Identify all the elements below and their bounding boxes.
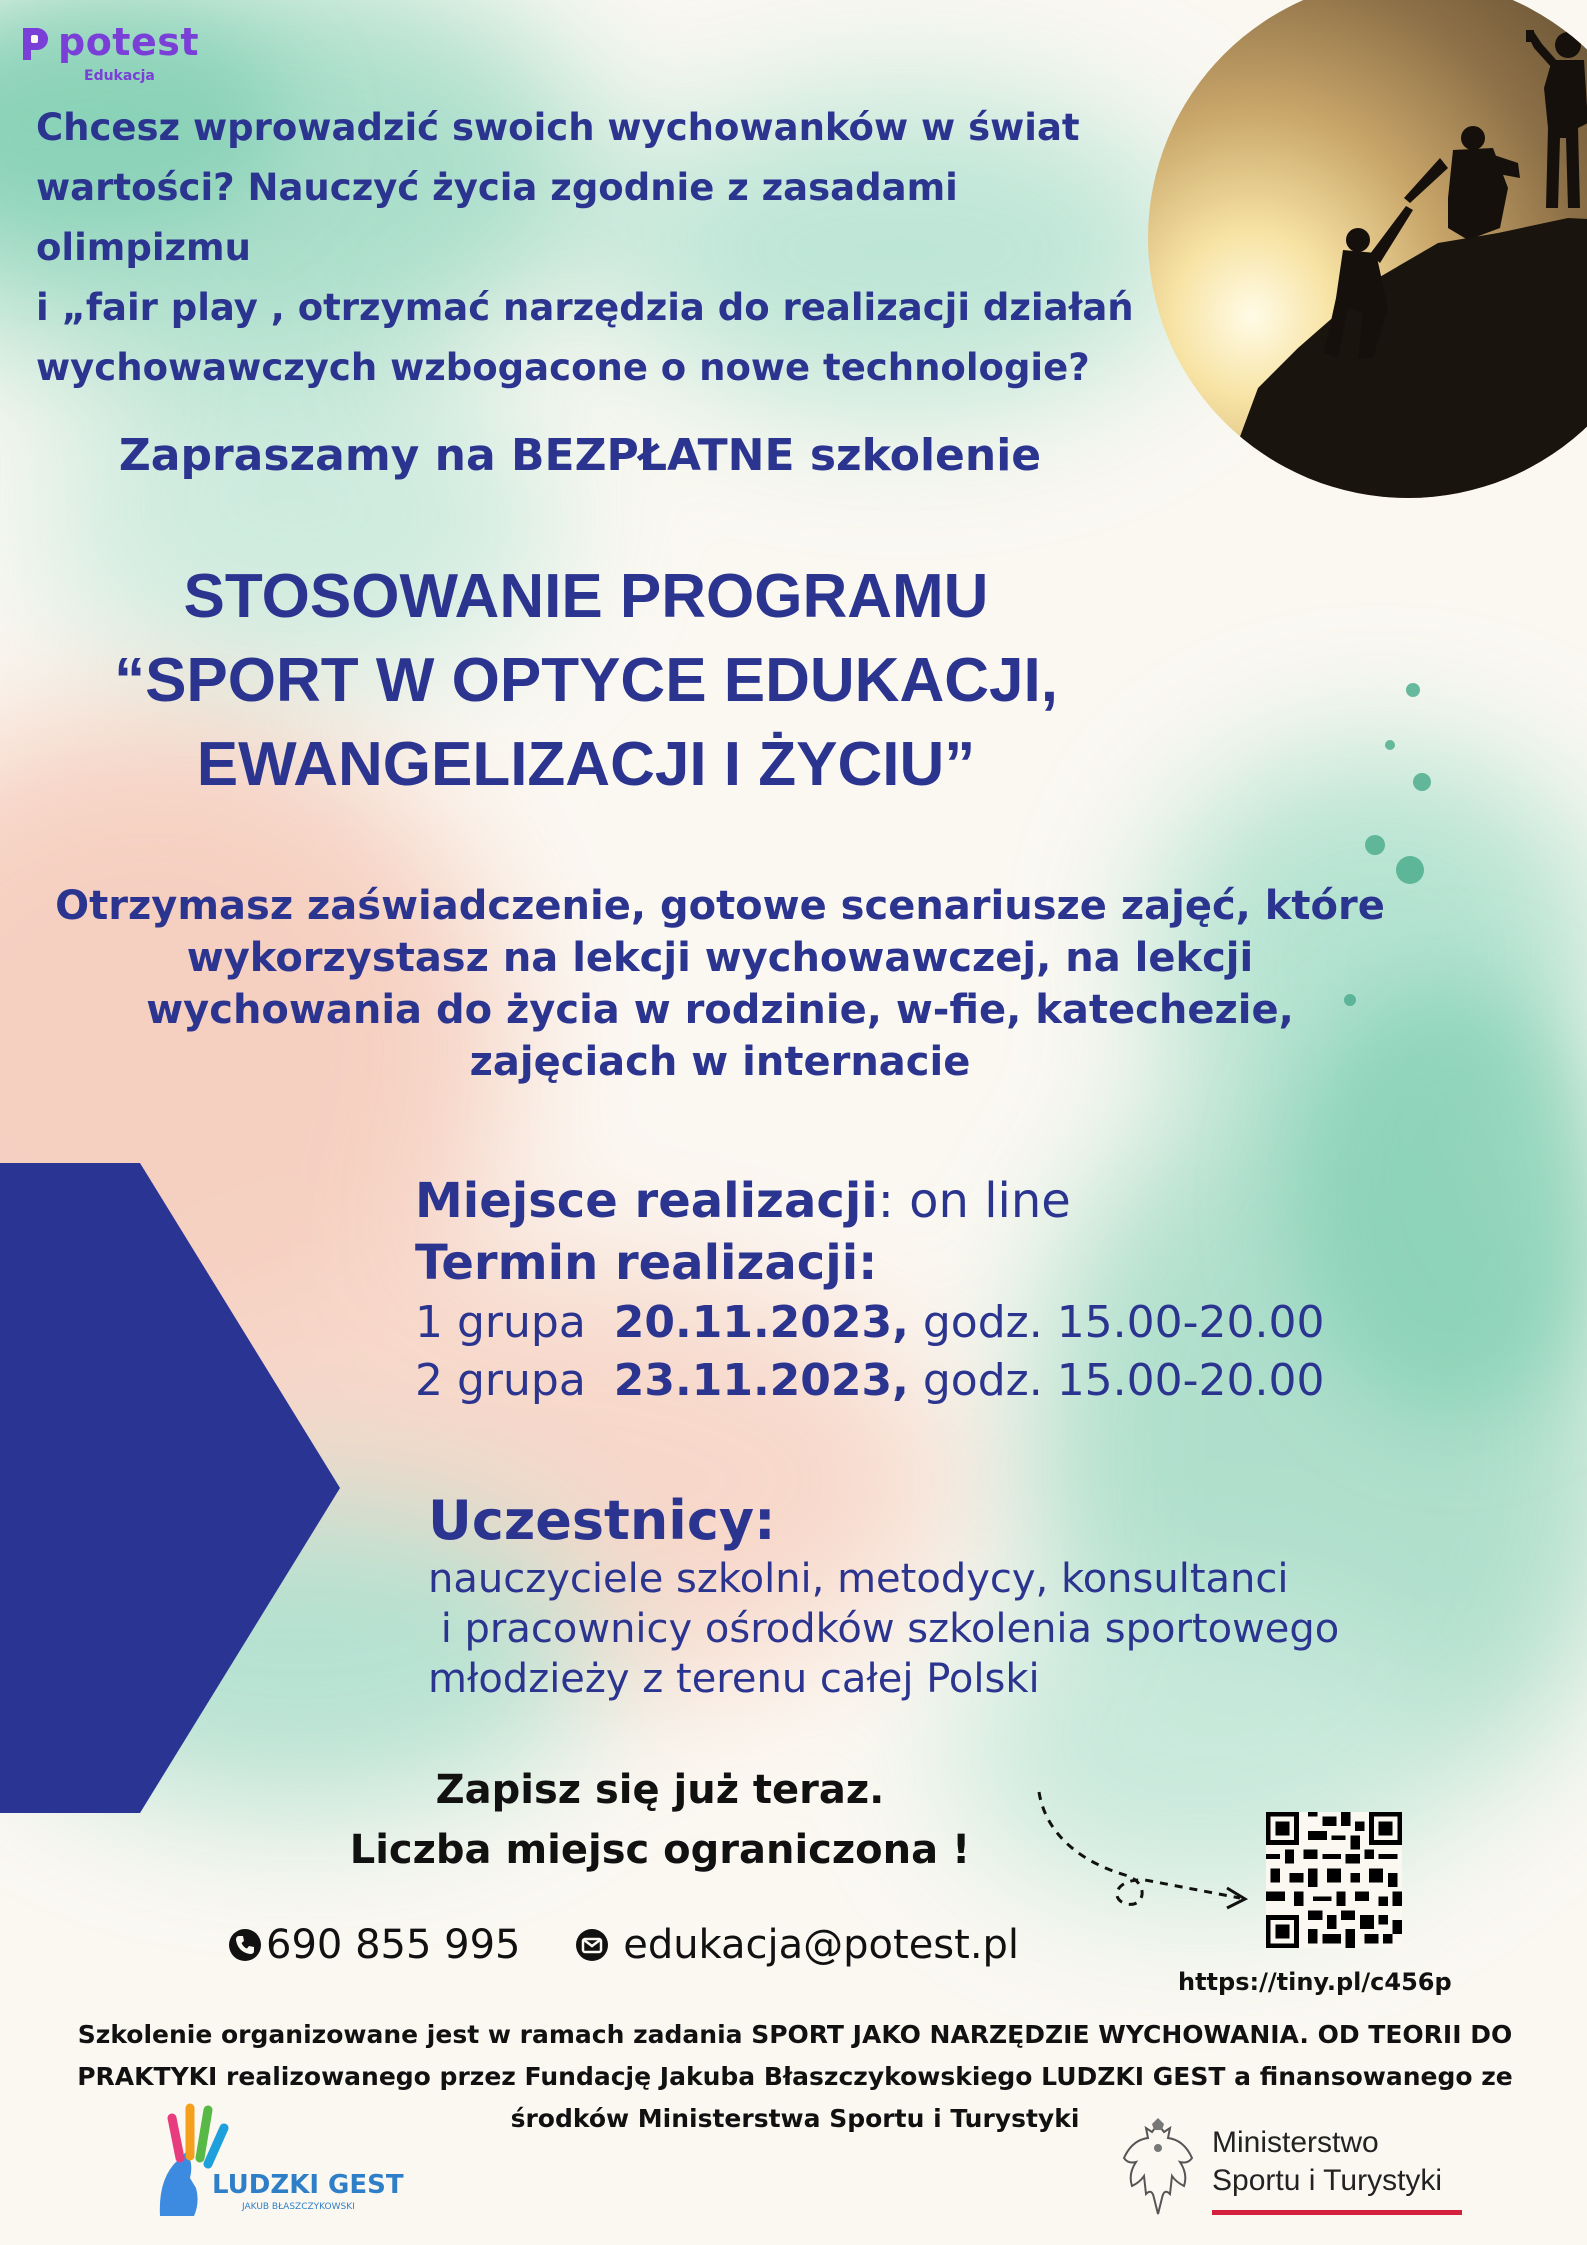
participants [428, 1488, 1478, 1704]
cta-line: Zapisz się już teraz. [435, 1767, 885, 1813]
benefit-line: wykorzystasz na lekcji wychowawczej, na lekcji [186, 935, 1254, 981]
phone-contact[interactable] [228, 1922, 520, 1968]
dashed-arrow-icon [1035, 1790, 1255, 1920]
climbers-photo [1148, 0, 1587, 523]
group-time: godz. 15.00-20.00 [922, 1355, 1325, 1406]
ludzki-gest-sub: JAKUB BŁASZCZYKOWSKI [242, 2202, 355, 2212]
intro-question [36, 98, 1166, 398]
ministry-line: Ministerstwo [1212, 2126, 1379, 2159]
brand-name: potest [58, 20, 200, 64]
place-value: : on line [877, 1173, 1071, 1229]
contact-info [228, 1922, 1061, 1972]
intro-line: wartości? Nauczyć życia zgodnie z zasadami olimpizmu [36, 166, 958, 269]
place-row [415, 1170, 1415, 1232]
qr-code[interactable] [1266, 1812, 1402, 1948]
group-name: 1 grupa [415, 1297, 586, 1348]
participants-line: młodzieży z terenu całej Polski [428, 1656, 1040, 1702]
title-line: “SPORT W OPTYCE EDUKACJI, [114, 646, 1058, 715]
funding-line: środków Ministerstwa Sportu i Turystyki [510, 2104, 1080, 2133]
group-date: 20.11.2023, [613, 1297, 909, 1348]
title-line: EWANGELIZACJI I ŻYCIU” [196, 730, 976, 799]
eagle-emblem-icon [1118, 2118, 1198, 2218]
group-row [415, 1352, 1415, 1410]
ludzki-gest-name: LUDZKI GEST [212, 2170, 404, 2200]
group-name: 2 grupa [415, 1355, 586, 1406]
ministry-red-bar [1212, 2210, 1462, 2215]
ministry-name [1212, 2124, 1442, 2200]
event-info [415, 1170, 1415, 1410]
phone-icon [228, 1928, 262, 1962]
group-row [415, 1294, 1415, 1352]
term-label: Termin realizacji: [415, 1235, 878, 1291]
potest-logo [20, 22, 230, 92]
group-time: godz. 15.00-20.00 [922, 1297, 1325, 1348]
cta-line: Liczba miejsc ograniczona ! [349, 1827, 971, 1873]
intro-line: wychowawczych wzbogacone o nowe technologie? [36, 346, 1090, 389]
benefit-text [20, 880, 1420, 1088]
benefit-line: zajęciach w internacie [469, 1039, 971, 1085]
brand-sub: Edukacja [84, 68, 155, 84]
benefit-line: wychowania do życia w rodzinie, w-fie, katechezie, [146, 987, 1294, 1033]
program-title [0, 555, 1172, 807]
intro-line: Chcesz wprowadzić swoich wychowanków w świat [36, 106, 1080, 149]
ludzki-gest-logo [150, 2098, 404, 2218]
intro-line: i „fair play , otrzymać narzędzia do realizacji działań [36, 286, 1134, 329]
group-date: 23.11.2023, [613, 1355, 909, 1406]
place-label: Miejsce realizacji [415, 1173, 878, 1229]
participants-heading: Uczestnicy: [428, 1489, 776, 1552]
email-contact[interactable] [575, 1922, 1019, 1968]
chevron-decoration [0, 1163, 345, 1813]
email-address: edukacja@potest.pl [623, 1922, 1020, 1968]
hand-icon [150, 2098, 390, 2218]
ministry-line: Sportu i Turystyki [1212, 2164, 1443, 2197]
call-to-action [250, 1760, 1070, 1880]
invite-heading: Zapraszamy na BEZPŁATNE szkolenie [118, 430, 1042, 481]
potest-logo-mark-icon [20, 26, 50, 62]
email-icon [575, 1928, 609, 1962]
ministry-logo [1118, 2118, 1478, 2228]
funding-line: Szkolenie organizowane jest w ramach zadania SPORT JAKO NARZĘDZIE WYCHOWANIA. OD TEORII DO [77, 2020, 1513, 2049]
benefit-line: Otrzymasz zaświadczenie, gotowe scenariusze zajęć, które [55, 883, 1385, 929]
participants-line: nauczyciele szkolni, metodycy, konsultanci [428, 1556, 1289, 1602]
qr-link[interactable]: https://tiny.pl/c456p [1178, 1968, 1452, 1996]
funding-line: PRAKTYKI realizowanego przez Fundację Jakuba Błaszczykowskiego LUDZKI GEST a finansowanego ze [77, 2062, 1513, 2091]
phone-number: 690 855 995 [266, 1922, 521, 1968]
participants-line: i pracownicy ośrodków szkolenia sportowego [428, 1606, 1340, 1652]
title-line: STOSOWANIE PROGRAMU [183, 562, 989, 631]
